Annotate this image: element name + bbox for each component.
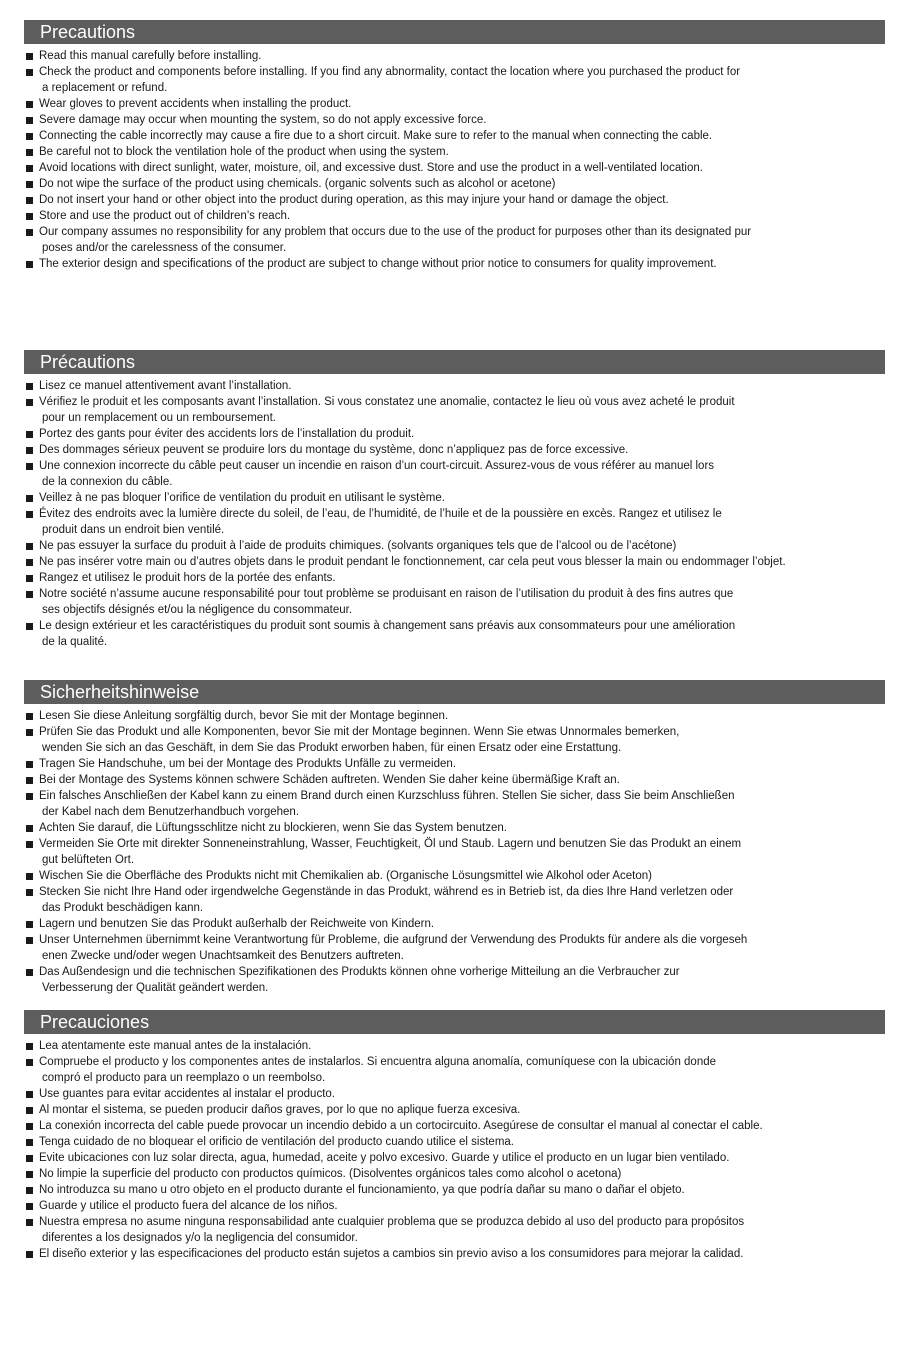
item-text: Le design extérieur et les caractéristiques du produit sont soumis à changement sans préavis aux consommateurs pour une amélioration	[39, 620, 736, 632]
item-text: Des dommages sérieux peuvent se produire lors du montage du système, donc n’appliquez pas de force excessive.	[39, 444, 629, 456]
list-item	[24, 64, 885, 96]
item-text-continued: ses objectifs désignés et/ou la négligence du consommateur.	[42, 604, 353, 616]
section-precautions-fr	[24, 350, 885, 650]
item-text: Al montar el sistema, se pueden producir daños graves, por lo que no aplique fuerza excesiva.	[39, 1104, 521, 1116]
item-text-continued: das Produkt beschädigen kann.	[42, 902, 204, 914]
list-item	[24, 884, 885, 916]
precautions-list	[24, 1038, 885, 1262]
precautions-list	[24, 708, 885, 996]
list-item	[24, 144, 885, 160]
section-precautions-es	[24, 1010, 885, 1262]
item-text: Tragen Sie Handschuhe, um bei der Montage des Produkts Unfälle zu vermeiden.	[39, 758, 456, 770]
item-text-continued: Verbesserung der Qualität geändert werden.	[42, 982, 269, 994]
list-item	[24, 586, 885, 618]
list-item	[24, 1150, 885, 1166]
list-item	[24, 256, 885, 272]
item-text: Lisez ce manuel attentivement avant l’installation.	[39, 380, 292, 392]
item-text: Ein falsches Anschließen der Kabel kann zu einem Brand durch einen Kurzschluss führen. Stellen Sie sicher, dass Sie beim Anschließen	[39, 790, 735, 802]
item-text: Do not wipe the surface of the product using chemicals. (organic solvents such as alcohol or acetone)	[39, 178, 556, 190]
item-text: Unser Unternehmen übernimmt keine Verantwortung für Probleme, die aufgrund der Verwendung des Produkts für andere als die vorgeseh	[39, 934, 748, 946]
item-text-continued: enen Zwecke und/oder wegen Unachtsamkeit des Benutzers auftreten.	[42, 950, 404, 962]
section-header: Precauciones	[24, 1010, 885, 1034]
list-item	[24, 192, 885, 208]
list-item	[24, 506, 885, 538]
item-text-continued: diferentes a los designados y/o la negligencia del consumidor.	[42, 1232, 358, 1244]
list-item	[24, 868, 885, 884]
list-item	[24, 1182, 885, 1198]
item-text: Prüfen Sie das Produkt und alle Komponenten, bevor Sie mit der Montage beginnen. Wenn Sie etwas Unnormales bemerken,	[39, 726, 680, 738]
list-item	[24, 426, 885, 442]
list-item	[24, 836, 885, 868]
item-text-continued: compró el producto para un reemplazo o un reembolso.	[42, 1072, 326, 1084]
item-text: No limpie la superficie del producto con productos químicos. (Disolventes orgánicos tales como alcohol o acetona)	[39, 1168, 622, 1180]
item-text: Bei der Montage des Systems können schwere Schäden auftreten. Wenden Sie daher keine übermäßige Kraft an.	[39, 774, 620, 786]
item-text: Severe damage may occur when mounting the system, so do not apply excessive force.	[39, 114, 487, 126]
item-text: Compruebe el producto y los componentes antes de instalarlos. Si encuentra alguna anomalía, comuníquese con la ubicación donde	[39, 1056, 717, 1068]
list-item	[24, 128, 885, 144]
item-text-continued: gut belüfteten Ort.	[42, 854, 135, 866]
item-text: Wischen Sie die Oberfläche des Produkts nicht mit Chemikalien ab. (Organische Lösungsmittel wie Alkohol oder Aceton)	[39, 870, 652, 882]
item-text: Do not insert your hand or other object into the product during operation, as this may injure your hand or damage the object.	[39, 194, 669, 206]
section-header: Precautions	[24, 20, 885, 44]
list-item	[24, 916, 885, 932]
item-text: Ne pas essuyer la surface du produit à l’aide de produits chimiques. (solvants organiques tels que de l’alcool ou de l’acétone)	[39, 540, 677, 552]
item-text-continued: poses and/or the carelessness of the consumer.	[42, 242, 287, 254]
item-text: Use guantes para evitar accidentes al instalar el producto.	[39, 1088, 335, 1100]
list-item	[24, 458, 885, 490]
item-text: Portez des gants pour éviter des accidents lors de l’installation du produit.	[39, 428, 415, 440]
precautions-list	[24, 48, 885, 272]
item-text: Vermeiden Sie Orte mit direkter Sonneneinstrahlung, Wasser, Feuchtigkeit, Öl und Staub. Lagern und benutzen Sie das Produkt an einem	[39, 838, 742, 850]
item-text: Tenga cuidado de no bloquear el orificio de ventilación del producto cuando utilice el sistema.	[39, 1136, 514, 1148]
list-item	[24, 1102, 885, 1118]
item-text: The exterior design and specifications of the product are subject to change without prior notice to consumers for quality improvement.	[39, 258, 717, 270]
item-text: Check the product and components before installing. If you find any abnormality, contact the location where you purchased the product for	[39, 66, 741, 78]
item-text: Rangez et utilisez le produit hors de la portée des enfants.	[39, 572, 336, 584]
list-item	[24, 756, 885, 772]
item-text: Une connexion incorrecte du câble peut causer un incendie en raison d’un court-circuit. Assurez-vous de vous référer au manuel lors	[39, 460, 715, 472]
list-item	[24, 1198, 885, 1214]
item-text: Lesen Sie diese Anleitung sorgfältig durch, bevor Sie mit der Montage beginnen.	[39, 710, 449, 722]
list-item	[24, 1038, 885, 1054]
list-item	[24, 708, 885, 724]
list-item	[24, 224, 885, 256]
item-text: Connecting the cable incorrectly may cause a fire due to a short circuit. Make sure to refer to the manual when connecting the cable.	[39, 130, 713, 142]
section-header: Sicherheitshinweise	[24, 680, 885, 704]
item-text: No introduzca su mano u otro objeto en el producto durante el funcionamiento, ya que podría dañar su mano o dañar el objeto.	[39, 1184, 685, 1196]
list-item	[24, 1166, 885, 1182]
item-text: Ne pas insérer votre main ou d’autres objets dans le produit pendant le fonctionnement, car cela peut vous blesser la main ou endommager l’objet.	[39, 556, 786, 568]
item-text: Notre société n’assume aucune responsabilité pour tout problème se produisant en raison de l’utilisation du produit à des fins autres que	[39, 588, 734, 600]
list-item	[24, 772, 885, 788]
section-header: Précautions	[24, 350, 885, 374]
item-text: Evite ubicaciones con luz solar directa, agua, humedad, aceite y polvo excesivo. Guarde y utilice el producto en un lugar bien ventilado.	[39, 1152, 730, 1164]
item-text: Stecken Sie nicht Ihre Hand oder irgendwelche Gegenstände in das Produkt, während es in Betrieb ist, da dies Ihre Hand verletzen oder	[39, 886, 734, 898]
item-text: Das Außendesign und die technischen Spezifikationen des Produkts können ohne vorherige Mitteilung an die Verbraucher zur	[39, 966, 680, 978]
item-text: Wear gloves to prevent accidents when installing the product.	[39, 98, 352, 110]
item-text: Lea atentamente este manual antes de la instalación.	[39, 1040, 312, 1052]
item-text-continued: wenden Sie sich an das Geschäft, in dem Sie das Produkt erworben haben, für einen Ersatz oder eine Erstattung.	[42, 742, 622, 754]
list-item	[24, 160, 885, 176]
item-text: Veillez à ne pas bloquer l’orifice de ventilation du produit en utilisant le système.	[39, 492, 445, 504]
list-item	[24, 538, 885, 554]
list-item	[24, 208, 885, 224]
list-item	[24, 176, 885, 192]
item-text: La conexión incorrecta del cable puede provocar un incendio debido a un cortocircuito. Asegúrese de consultar el manual al conectar el cable.	[39, 1120, 763, 1132]
list-item	[24, 112, 885, 128]
list-item	[24, 490, 885, 506]
item-text: Guarde y utilice el producto fuera del alcance de los niños.	[39, 1200, 338, 1212]
item-text: Be careful not to block the ventilation hole of the product when using the system.	[39, 146, 449, 158]
list-item	[24, 1134, 885, 1150]
list-item	[24, 788, 885, 820]
list-item	[24, 820, 885, 836]
item-text: Read this manual carefully before installing.	[39, 50, 262, 62]
item-text: El diseño exterior y las especificaciones del producto están sujetos a cambios sin previo aviso a los consumidores para mejorar la calidad.	[39, 1248, 744, 1260]
list-item	[24, 964, 885, 996]
item-text: Our company assumes no responsibility for any problem that occurs due to the use of the product for purposes other than its designated pur	[39, 226, 752, 238]
item-text-continued: de la qualité.	[42, 636, 108, 648]
precautions-list	[24, 378, 885, 650]
list-item	[24, 1118, 885, 1134]
item-text: Avoid locations with direct sunlight, water, moisture, oil, and excessive dust. Store and use the product in a well-ventilated location.	[39, 162, 703, 174]
list-item	[24, 724, 885, 756]
item-text: Vérifiez le produit et les composants avant l’installation. Si vous constatez une anomalie, contactez le lieu où vous avez acheté le produit	[39, 396, 735, 408]
list-item	[24, 394, 885, 426]
item-text: Évitez des endroits avec la lumière directe du soleil, de l’eau, de l’humidité, de l’huile et de la poussière en excès. Rangez et utilisez le	[39, 508, 722, 520]
list-item	[24, 570, 885, 586]
list-item	[24, 554, 885, 570]
item-text-continued: pour un remplacement ou un remboursement.	[42, 412, 276, 424]
list-item	[24, 1086, 885, 1102]
item-text-continued: der Kabel nach dem Benutzerhandbuch vorgehen.	[42, 806, 300, 818]
list-item	[24, 48, 885, 64]
item-text: Nuestra empresa no asume ninguna responsabilidad ante cualquier problema que se produzca debido al uso del producto para propósitos	[39, 1216, 745, 1228]
section-precautions-de	[24, 680, 885, 996]
list-item	[24, 618, 885, 650]
list-item	[24, 1054, 885, 1086]
list-item	[24, 442, 885, 458]
list-item	[24, 378, 885, 394]
list-item	[24, 96, 885, 112]
item-text-continued: produit dans un endroit bien ventilé.	[42, 524, 225, 536]
list-item	[24, 1246, 885, 1262]
item-text: Store and use the product out of children’s reach.	[39, 210, 291, 222]
list-item	[24, 1214, 885, 1246]
list-item	[24, 932, 885, 964]
item-text: Achten Sie darauf, die Lüftungsschlitze nicht zu blockieren, wenn Sie das System benutzen.	[39, 822, 507, 834]
item-text-continued: de la connexion du câble.	[42, 476, 173, 488]
item-text: Lagern und benutzen Sie das Produkt außerhalb der Reichweite von Kindern.	[39, 918, 435, 930]
section-precautions-en	[24, 20, 885, 272]
item-text-continued: a replacement or refund.	[42, 82, 168, 94]
